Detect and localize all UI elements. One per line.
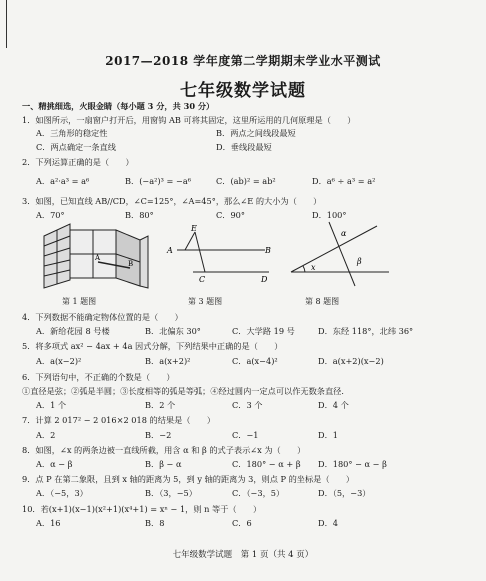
question-2-option-c: C．(ab)² = ab² (216, 176, 276, 186)
question-6-option-b: B．2 个 (145, 400, 176, 410)
question-10-option-c: C．6 (232, 518, 252, 528)
binding-margin-line (6, 0, 7, 48)
question-6-option-c: C．3 个 (232, 400, 263, 410)
question-9-option-d: D．（5，−3） (318, 488, 371, 498)
question-9-option-c: C．（−3，5） (232, 488, 285, 498)
question-2-option-d: D．a⁶ ÷ a³ = a² (312, 176, 376, 186)
question-3-stem: 3．如图，已知直线 AB//CD，∠C=125°，∠A=45°，那么∠E 的大小为（ ） (22, 196, 322, 206)
question-10-option-d: D．4 (318, 518, 338, 528)
question-7-option-c: C．−1 (232, 430, 259, 440)
question-1-option-c: C．两点确定一条直线 (36, 142, 116, 152)
question-2-option-a: A．a²·a³ = a⁶ (36, 176, 90, 186)
question-1-option-b: B．两点之间线段最短 (216, 128, 296, 138)
figure-3-label-c: C (199, 275, 206, 284)
question-4-option-b: B．北偏东 30° (145, 326, 201, 336)
question-4-stem: 4．下列数据不能确定物体位置的是（ ） (22, 312, 183, 322)
question-2-stem: 2．下列运算正确的是（ ） (22, 157, 134, 167)
question-7-option-b: B．−2 (145, 430, 172, 440)
question-9-stem: 9．点 P 在第二象限，且到 x 轴的距离为 5，到 y 轴的距离为 3，则点 P 的坐标是（ ） (22, 474, 355, 484)
question-8-option-b: B．β − α (145, 459, 182, 469)
figure-8-label-beta: β (357, 257, 362, 266)
question-6-option-a: A．1 个 (36, 400, 67, 410)
question-7-option-a: A．2 (36, 430, 56, 440)
figure-1-label-a: A (95, 254, 101, 262)
figure-1-label-b: B (128, 260, 134, 268)
exam-title: 七年级数学试题 (180, 81, 306, 101)
figure-8-label-alpha: α (341, 229, 347, 238)
question-3-option-a: A．70° (36, 210, 65, 220)
question-7-stem: 7．计算 2 017² − 2 016×2 018 的结果是（ ） (22, 415, 216, 425)
question-4-option-c: C．大学路 19 号 (232, 326, 295, 336)
figure-8-label-x: x (311, 263, 316, 272)
figure-3-label-d: D (261, 275, 268, 284)
question-5-option-c: C．a(x−4)² (232, 356, 278, 366)
figure-8-caption: 第 8 题图 (305, 297, 340, 306)
question-10-stem: 10．若(x+1)(x−1)(x²+1)(x⁴+1) = xⁿ − 1，则 n 等于（ ） (22, 504, 262, 514)
question-6-statements: ①直径是弦；②弧是半圆；③长度相等的弧是等弧；④经过圆内一定点可以作无数条直径． (22, 386, 350, 396)
question-2-option-b: B．(−a²)³ = −a⁶ (125, 176, 191, 186)
question-5-option-b: B．a(x+2)² (145, 356, 191, 366)
question-1-option-d: D．垂线段最短 (216, 142, 272, 152)
question-5-stem: 5．将多项式 ax² − 4ax + 4a 因式分解，下列结果中正确的是（ ） (22, 341, 283, 351)
section-heading: 一、精挑细选，火眼金睛（每小题 3 分，共 30 分） (22, 101, 215, 111)
figure-1-window (40, 222, 150, 290)
exam-header: 2017—2018 学年度第二学期期末学业水平测试 (105, 54, 381, 68)
question-4-option-a: A．新给花园 8 号楼 (36, 326, 110, 336)
question-3-option-c: C．90° (216, 210, 245, 220)
question-6-option-d: D．4 个 (318, 400, 349, 410)
question-8-stem: 8．如图，∠x 的两条边被一直线所截，用含 α 和 β 的式子表示∠x 为（ ） (22, 445, 306, 455)
question-3-option-b: B．80° (125, 210, 154, 220)
question-10-option-b: B．8 (145, 518, 165, 528)
question-4-option-d: D．东经 118°，北纬 36° (318, 326, 414, 336)
question-10-option-a: A．16 (36, 518, 61, 528)
figure-3-parallel-lines (165, 222, 275, 287)
question-5-option-a: A．a(x−2)² (36, 356, 82, 366)
question-6-stem: 6．下列语句中，不正确的个数是（ ） (22, 372, 175, 382)
question-7-option-d: D．1 (318, 430, 338, 440)
figure-8-angle (285, 220, 395, 288)
question-8-option-c: C．180° − α + β (232, 459, 301, 469)
question-8-option-a: A．α − β (36, 459, 73, 469)
question-9-option-a: A．（−5，3） (36, 488, 88, 498)
figure-1-caption: 第 1 题图 (62, 297, 97, 306)
question-1-stem: 1．如图所示，一扇窗户打开后，用窗钩 AB 可将其固定，这里所运用的几何原理是（ ） (22, 115, 356, 125)
page-footer: 七年级数学试题 第 1 页（共 4 页） (172, 550, 314, 560)
figure-3-caption: 第 3 题图 (188, 297, 223, 306)
question-1-option-a: A．三角形的稳定性 (36, 128, 108, 138)
question-8-option-d: D．180° − α − β (318, 459, 387, 469)
figure-3-label-b: B (265, 246, 271, 255)
figure-3-label-a: A (167, 246, 173, 255)
figure-3-label-e: E (191, 224, 197, 233)
question-5-option-d: D．a(x+2)(x−2) (318, 356, 384, 366)
question-9-option-b: B．（3，−5） (145, 488, 197, 498)
question-3-option-d: D．100° (312, 210, 347, 220)
